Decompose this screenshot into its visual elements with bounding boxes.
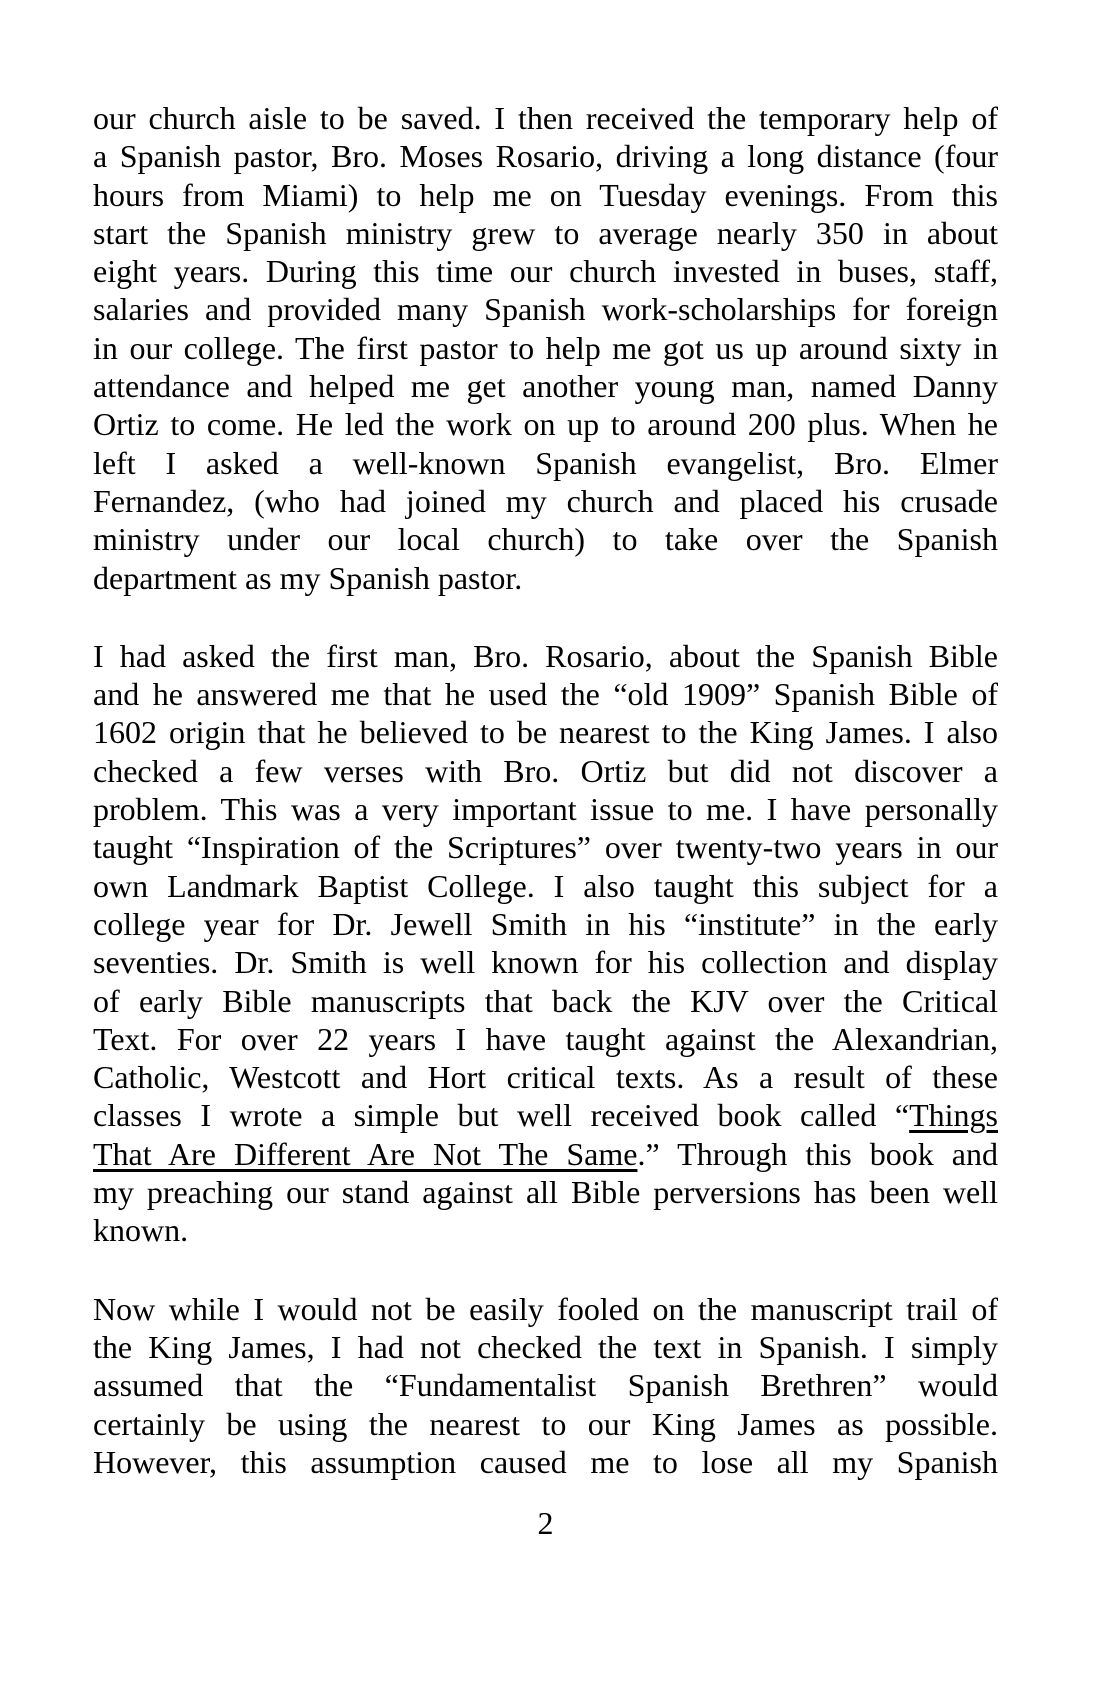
text-line: taught “Inspiration of the Scriptures” over twenty-two years in our bbox=[93, 829, 998, 866]
text-line: my preaching our stand against all Bible perversions has been well bbox=[93, 1174, 998, 1211]
text-line: Now while I would not be easily fooled on the manuscript trail of bbox=[93, 1290, 998, 1327]
text-line: of early Bible manuscripts that back the KJV over the Critical bbox=[93, 982, 998, 1019]
text-line: our church aisle to be saved. I then received the temporary help of bbox=[93, 100, 998, 136]
text-line: and he answered me that he used the “old 1909” Spanish Bible of bbox=[93, 676, 998, 713]
page-body bbox=[93, 99, 998, 1481]
paragraph-2 bbox=[93, 637, 998, 1250]
page-number: 2 bbox=[537, 1505, 554, 1541]
text-line: However, this assumption caused me to lose all my Spanish bbox=[93, 1443, 998, 1480]
text-line: problem. This was a very important issue to me. I have personally bbox=[93, 791, 998, 828]
text-line: attendance and helped me get another young man, named Danny bbox=[93, 368, 998, 405]
text-line: Catholic, Westcott and Hort critical texts. As a result of these bbox=[93, 1059, 998, 1096]
book-title-underline: Things bbox=[909, 1097, 998, 1134]
text-line: college year for Dr. Jewell Smith in his “institute” in the early bbox=[93, 905, 998, 942]
text-line: salaries and provided many Spanish work-scholarships for foreign bbox=[93, 291, 998, 328]
text-line: classes I wrote a simple but well received book called “Things bbox=[93, 1097, 998, 1134]
text-line: Fernandez, (who had joined my church and placed his crusade bbox=[93, 482, 998, 519]
text-line: department as my Spanish pastor. bbox=[93, 559, 523, 596]
text-line: assumed that the “Fundamentalist Spanish Brethren” would bbox=[93, 1367, 998, 1404]
text-line: seventies. Dr. Smith is well known for his collection and display bbox=[93, 944, 998, 981]
paragraph-1 bbox=[93, 99, 998, 597]
text-line: a Spanish pastor, Bro. Moses Rosario, driving a long distance (four bbox=[93, 138, 998, 175]
text-line: certainly be using the nearest to our King James as possible. bbox=[93, 1405, 998, 1442]
text-line: eight years. During this time our church invested in buses, staff, bbox=[93, 253, 998, 290]
text-line: ministry under our local church) to take over the Spanish bbox=[93, 521, 998, 558]
text-line: own Landmark Baptist College. I also taught this subject for a bbox=[93, 867, 998, 904]
text-line: hours from Miami) to help me on Tuesday evenings. From this bbox=[93, 176, 998, 213]
text-line: in our college. The first pastor to help me got us up around sixty in bbox=[93, 329, 998, 366]
text-line: 1602 origin that he believed to be nearest to the King James. I also bbox=[93, 714, 998, 751]
text-line: checked a few verses with Bro. Ortiz but did not discover a bbox=[93, 752, 998, 789]
text-line: I had asked the first man, Bro. Rosario, about the Spanish Bible bbox=[93, 637, 998, 674]
text-line: Text. For over 22 years I have taught against the Alexandrian, bbox=[93, 1020, 998, 1057]
text-line: known. bbox=[93, 1212, 189, 1249]
text-line: start the Spanish ministry grew to average nearly 350 in about bbox=[93, 214, 998, 251]
text-line: Ortiz to come. He led the work on up to around 200 plus. When he bbox=[93, 406, 998, 443]
book-title-underline: That Are Different Are Not The Same bbox=[93, 1135, 638, 1172]
text-line: left I asked a well-known Spanish evangelist, Bro. Elmer bbox=[93, 444, 998, 481]
text-line: That Are Different Are Not The Same.” Through this book and bbox=[93, 1135, 998, 1172]
text-line: the King James, I had not checked the text in Spanish. I simply bbox=[93, 1328, 998, 1365]
paragraph-3 bbox=[93, 1290, 998, 1481]
